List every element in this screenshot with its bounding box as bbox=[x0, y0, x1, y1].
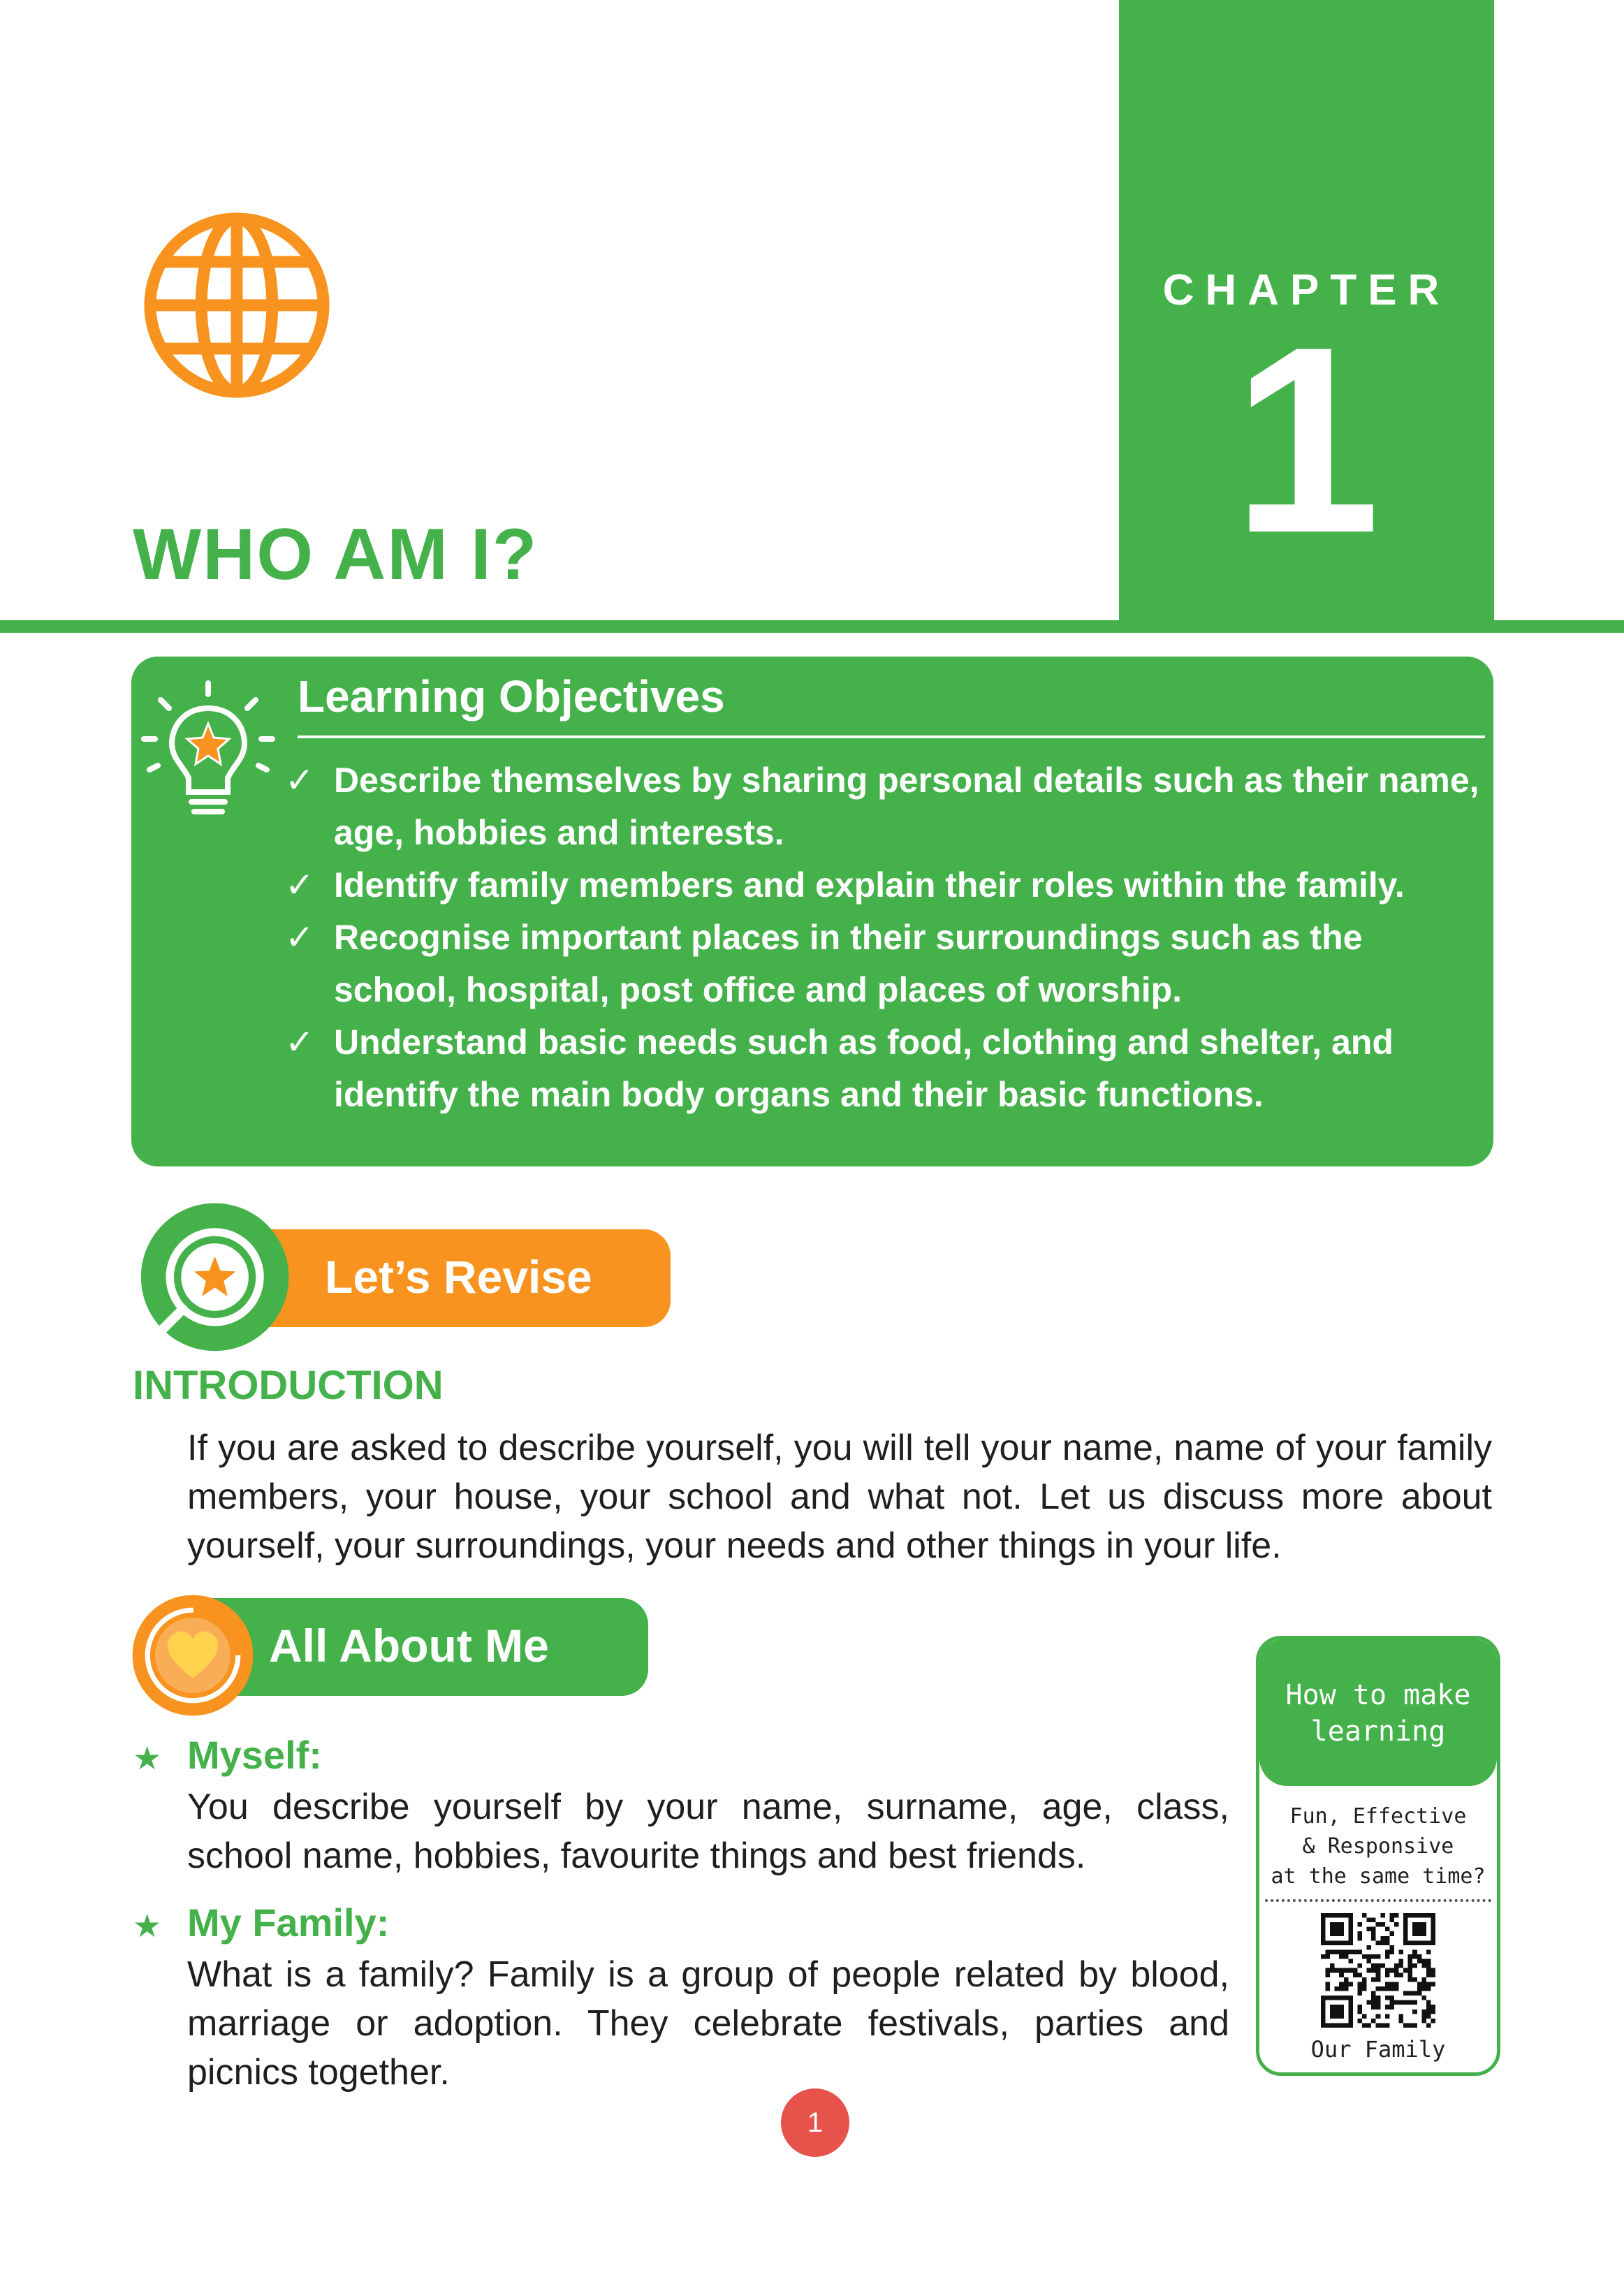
learning-objectives-rule bbox=[298, 735, 1485, 738]
objective-item: ✓ Understand basic needs such as food, clothing and shelter, and identify the main body organs and their basic functions. bbox=[285, 1016, 1486, 1121]
family-text: What is a family? Family is a group of people related by blood, marriage or adoption. They celebrate festivals, parties and picnics together. bbox=[187, 1954, 1229, 2093]
introduction-text: If you are asked to describe yourself, you will tell your name, name of your family members, your house, your school and what not. Let us discuss more about yourself, your surroundings, your needs and other things in your life. bbox=[187, 1428, 1492, 1566]
qr-code[interactable] bbox=[1321, 1913, 1435, 2028]
chapter-number: 1 bbox=[1232, 291, 1381, 588]
qr-header-line: learning bbox=[1310, 1715, 1446, 1748]
chapter-word: CHAPTER bbox=[1162, 266, 1451, 314]
objectives-list bbox=[285, 754, 1486, 1121]
learning-objectives-title: Learning Objectives bbox=[298, 671, 725, 722]
introduction-heading: INTRODUCTION bbox=[133, 1363, 444, 1408]
objective-item: ✓ Identify family members and explain their roles within the family. bbox=[285, 859, 1486, 912]
magnifier-star-icon bbox=[131, 1200, 292, 1361]
check-icon: ✓ bbox=[285, 865, 314, 905]
lightbulb-star-icon bbox=[138, 678, 278, 838]
check-icon: ✓ bbox=[285, 1023, 314, 1062]
globe-icon bbox=[138, 207, 335, 404]
star-icon: ★ bbox=[133, 1740, 162, 1776]
qr-tagline: at the same time? bbox=[1271, 1864, 1486, 1889]
qr-tagline: & Responsive bbox=[1302, 1834, 1454, 1859]
objective-item: ✓ Recognise important places in their surroundings such as the school, hospital, post office and places of worship. bbox=[285, 912, 1486, 1016]
myself-text: You describe yourself by your name, surname, age, class, school name, hobbies, favourite things and best friends. bbox=[187, 1787, 1229, 1876]
qr-card-header bbox=[1259, 1639, 1497, 1786]
qr-header-line: How to make bbox=[1285, 1679, 1471, 1711]
lets-revise-label: Let’s Revise bbox=[325, 1251, 592, 1303]
heart-icon bbox=[130, 1593, 256, 1718]
family-heading: My Family: bbox=[187, 1901, 390, 1945]
check-icon: ✓ bbox=[285, 918, 314, 957]
all-about-me-banner bbox=[210, 1598, 648, 1696]
divider bbox=[1265, 1899, 1491, 1902]
qr-caption: Our Family bbox=[1310, 2036, 1446, 2063]
header-rule bbox=[0, 620, 1624, 633]
check-icon: ✓ bbox=[285, 761, 314, 800]
chapter-title: WHO AM I? bbox=[133, 514, 539, 595]
myself-heading: Myself: bbox=[187, 1733, 322, 1777]
qr-tagline: Fun, Effective bbox=[1289, 1804, 1467, 1829]
objective-item: ✓ Describe themselves by sharing personal details such as their name, age, hobbies and interests. bbox=[285, 754, 1486, 859]
qr-card bbox=[1256, 1636, 1500, 2076]
all-about-me-label: All About Me bbox=[269, 1620, 549, 1671]
chapter-block bbox=[1119, 0, 1494, 622]
page-number: 1 bbox=[781, 2088, 849, 2157]
star-icon: ★ bbox=[133, 1908, 162, 1944]
learning-objectives-box bbox=[131, 657, 1493, 1166]
